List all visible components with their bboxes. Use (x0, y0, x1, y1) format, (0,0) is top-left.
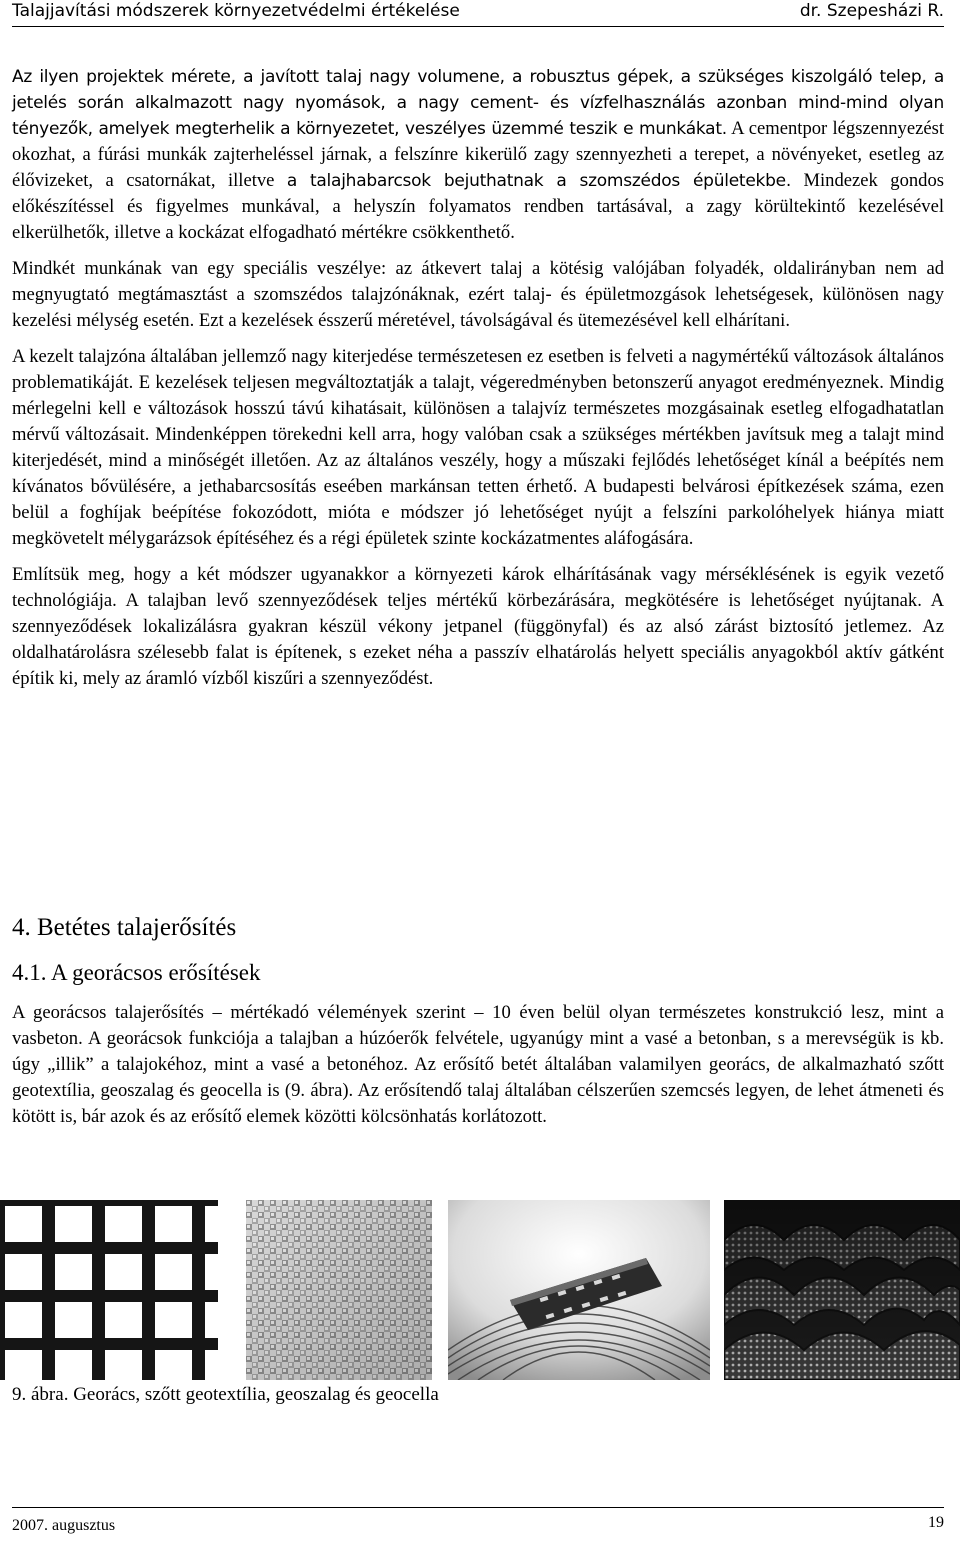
paragraph-5: A georácsos talajerősítés – mértékadó vélemények szerint – 10 éven belül olyan természetes konstrukció lesz, mint a vasbeton. A georácsok funkciója a talajban a húzóerők felvétele, ugyanúgy mint a vasé a betonban, s a merevségük is kb. úgy „illik” a talajokéhoz, mint a vasé a betonéhoz. Az erősítő betét általában valamilyen georács, de alkalmazható szőtt geotextília, geoszalag és geocella is (9. ábra). Az erősítendő talaj általában célszerűen szemcsés legyen, de lehet átmeneti és kötött is, bár azok és az erősítő elemek közötti kölcsönhatás korlátozott. (12, 1002, 944, 1127)
paragraph-1 (12, 64, 944, 246)
footer-date: 2007. augusztus (12, 1517, 116, 1534)
paragraph-1-rest: A cementpor légszennyezést okozhat, a fúrási munkák zajterheléssel járnak, a felszínre kikerülő zagy szennyezheti a terepet, a növényeket, esetleg az élővizeket, a csatornákat, illetve (12, 118, 944, 191)
page-number: 19 (928, 1514, 944, 1531)
paragraph-1-end: Mindezek gondos előkészítéssel és figyelmes munkával, a helyszín folyamatos rendben tartásával, a zagy körültekintő kezelésével elkerülhetők, illetve a kockázat elfogadható mértékre csökkenthető. (12, 170, 944, 243)
page-footer (12, 1507, 944, 1542)
section-body (12, 1000, 944, 1130)
paragraph-3: A kezelt talajzóna általában jellemző nagy kiterjedése természetesen ez esetben is felveti a nagymértékű változások általános problematikáját. E kezelések teljesen megváltoztatják a talajt, végeredményben betonszerű anyagot eredményeznek. Mindig mérlegelni kell e változások hosszú távú kihatásait, különösen a talajvíz természetes mozgásainak esetleg elfogadhatatlan mérvű változásait. Mindenképpen törekedni kell arra, hogy valóban csak a szükséges mértékben javítsuk meg a talajt mind kiterjedését, mind a minőségét illetően. Az az általános veszély, hogy a műszaki fejlődés lehetőséget kínál a beépítés nem kívánatos bővülésére, a jethabarcsosítás eseében markánsan tetten érhető. A budapesti belvárosi építkezések száma, ezen belül a foghíjak beépítése fokozódott, mióta e módszer jó lehetőséget nyújt a felszíni parkolóhelyek hiánya miatt megkövetelt mélygarázsok építéséhez és a régi épületek szinte kockázatmentes aláfogására. (12, 346, 944, 549)
figure-images (0, 1200, 960, 1380)
section-heading: 4. Betétes talajerősítés (12, 914, 237, 941)
page-header (12, 0, 944, 27)
paragraph-2: Mindkét munkának van egy speciális veszélye: az átkevert talaj a kötésig valójában folyadék, oldalirányban nem ad megnyugtató megtámasztást a szomszédos talajzónáknak, ezért talaj- és épületmozgások lehetségesek, különösen nagy kezelési mélység esetén. Ezt a kezelések ésszerű méretével, távolságával és ütemezésével kell elhárítani. (12, 258, 944, 331)
paragraph-4: Említsük meg, hogy a két módszer ugyanakkor a környezeti károk elhárításának vagy mérséklésének is egyik vezető technológiája. A talajban levő szennyeződések teljes mértékű körbezárására, megkötésére is lehetőséget nyújtanak. A szennyeződések lokalizálásra gyakran készül vékony jetpanel (függönyfal) és az alsó zárást biztosító jetlemez. Az oldalhatárolásra szélesebb falat is építenek, s ezeket néha a passzív elhatárolás helyett speciális anyagokból aktív gátként építik ki, mely az áramló vízből kiszűri a szennyeződést. (12, 564, 944, 689)
geostrip-image (448, 1200, 710, 1380)
header-title: Talajjavítási módszerek környezetvédelmi értékelése (12, 1, 460, 21)
body-text (12, 64, 944, 702)
header-author: dr. Szepesházi R. (799, 1, 944, 21)
geocell-image (724, 1200, 960, 1380)
woven-geotextile-image (246, 1200, 432, 1380)
paragraph-1-sans: Az ilyen projektek mérete, a javított talaj nagy volumene, a robusztus gépek, a szükséges kiszolgáló telep, a jetelés során alkalmazott nagy nyomások, a nagy cement- és vízfelhasználás azonban mind-mind olyan tényezők, amelyek megterhelik a környezetet, veszélyes üzemmé teszik e munkákat. (12, 67, 944, 139)
paragraph-1-sans-2: a talajhabarcsok bejuthatnak a szomszédos épületekbe. (286, 171, 792, 191)
geogrid-image (0, 1200, 218, 1380)
figure-caption: 9. ábra. Georács, szőtt geotextília, geoszalag és geocella (12, 1384, 439, 1405)
subsection-heading: 4.1. A georácsos erősítések (12, 960, 261, 985)
